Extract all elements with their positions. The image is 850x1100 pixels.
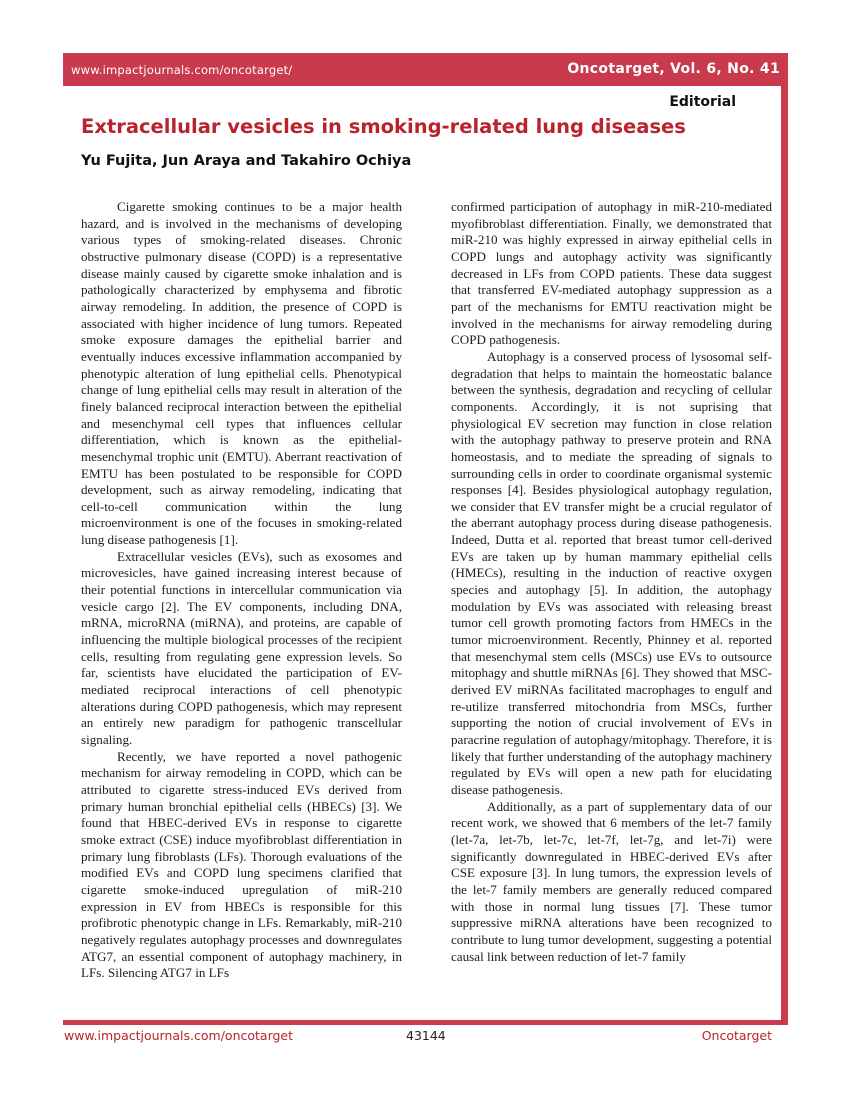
body-paragraph: Recently, we have reported a novel pathogenic mechanism for airway remodeling in COPD, which can be attributed to cigarette stress-induced EVs derived from primary human bronchial epithelial cells (HBECs) [3]. We found that HBEC-derived EVs in response to cigarette smoke extract (CSE) induce myofibroblast differentiation in primary lung fibroblasts (LFs). Thorough evaluations of the modified EVs and COPD lung specimens clarified that cigarette smoke-induced upregulation of miR-210 expression in EV from HBECs is responsible for this profibrotic phenotypic change in LFs. Remarkably, miR-210 negatively regulates autophagy processes and downregulates ATG7, an essential component of autophagy machinery, in LFs. Silencing ATG7 in LFs	[81, 748, 402, 981]
article-type-label: Editorial	[669, 94, 736, 110]
page-frame-right-border	[781, 86, 788, 1025]
body-paragraph: Autophagy is a conserved process of lysosomal self-degradation that helps to maintain the homeostatic balance between the synthesis, degradation and recycling of cellular components. Accordingly, it is not suprising that physiological EV secretion may function in close relation with the autophagy pathway to preserve protein and RNA homeostasis, and to mediate the spreading of signals to surrounding cells in order to coordinate organismal systemic responses [4]. Besides physiological autophagy regulation, we consider that EV transfer might be a crucial regulator of the aberrant autophagy process during disease pathogenesis. Indeed, Dutta et al. reported that breast tumor cell-derived EVs are taken up by human mammary epithelial cells (HMECs), resulting in the induction of reactive oxygen species and autophagy [5]. In addition, the autophagy modulation by EVs was associated with releasing breast tumor cell growth promoting factors from HMECs in the tumor microenvironment. Recently, Phinney et al. reported that mesenchymal stem cells (MSCs) use EVs to outsource mitophagy and shuttle miRNAs [6]. They showed that MSC-derived EV miRNAs facilitated macrophages to engulf and re-utilize transferred mitochondria from MSCs, further supporting the notion of crucial involvement of EVs in paracrine regulation of autophagy/mitophagy. Therefore, it is likely that further understanding of the autophagy machinery regulated by EVs will open a new path for elucidating disease pathogenesis.	[451, 348, 772, 797]
header-journal-url[interactable]: www.impactjournals.com/oncotarget/	[71, 63, 293, 77]
body-column-left	[81, 199, 402, 982]
footer-journal-name: Oncotarget	[701, 1028, 772, 1043]
page-frame-bottom-border	[63, 1020, 788, 1025]
article-authors: Yu Fujita, Jun Araya and Takahiro Ochiya	[81, 153, 412, 169]
journal-header-bar	[63, 53, 788, 86]
article-title: Extracellular vesicles in smoking-related lung diseases	[81, 115, 686, 138]
page-number: 43144	[406, 1028, 446, 1043]
body-column-right	[451, 199, 772, 965]
body-paragraph-continued: confirmed participation of autophagy in miR-210-mediated myofibroblast differentiation. Finally, we demonstrated that miR-210 was highly expressed in airway epithelial cells in COPD lungs and autophagy activity was significantly decreased in LFs from COPD patients. These data suggest that transferred EV-mediated autophagy suppression as a part of the mechanisms for EMTU reactivation might be involved in the mechanisms for airway remodeling during COPD pathogenesis.	[451, 199, 772, 348]
body-paragraph: Extracellular vesicles (EVs), such as exosomes and microvesicles, have gained increasing interest because of their potential functions in intercellular communication via vesicle cargo [2]. The EV components, including DNA, mRNA, microRNA (miRNA), and proteins, are capable of influencing the multiple biological processes of the recipient cells, resulting from regulating gene expression levels. So far, scientists have elucidated the participation of EV-mediated reciprocal interactions of cell phenotypic alterations during COPD pathogenesis, which may represent an entirely new paradigm for pathogenic transcellular signaling.	[81, 548, 402, 747]
header-journal-citation: Oncotarget, Vol. 6, No. 41	[567, 61, 780, 77]
footer-journal-url[interactable]: www.impactjournals.com/oncotarget	[64, 1028, 294, 1043]
body-paragraph: Cigarette smoking continues to be a major health hazard, and is involved in the mechanisms of developing various types of smoking-related diseases. Chronic obstructive pulmonary disease (COPD) is a representative disease mainly caused by cigarette smoke inhalation and is pathologically characterized by emphysema and fibrotic airway remodeling. In addition, the presence of COPD is associated with higher incidence of lung tumors. Repeated smoke exposure damages the epithelial barrier and eventually induces excessive inflammation accompanied by phenotypic alteration of lung epithelial cells. Phenotypical change of lung epithelial cells may result in alteration of the finely balanced reciprocal interaction between the epithelial and mesenchymal cell types that influences cellular differentiation, which is known as the epithelial-mesenchymal trophic unit (EMTU). Aberrant reactivation of EMTU has been postulated to be responsible for COPD development, such as airway remodeling, indicating that cell-to-cell communication within the lung microenvironment is one of the focuses in smoking-related lung disease pathogenesis [1].	[81, 199, 402, 548]
body-paragraph: Additionally, as a part of supplementary data of our recent work, we showed that 6 members of the let-7 family (let-7a, let-7b, let-7c, let-7f, let-7g, and let-7i) were significantly downregulated in HBEC-derived EVs after CSE exposure [3]. In lung tumors, the expression levels of the let-7 family members are generally reduced compared with those in normal lung tissues [7]. These tumor suppressive miRNA alterations have been recognized to contribute to lung tumor development, suggesting a potential causal link between reduction of let-7 family	[451, 798, 772, 964]
